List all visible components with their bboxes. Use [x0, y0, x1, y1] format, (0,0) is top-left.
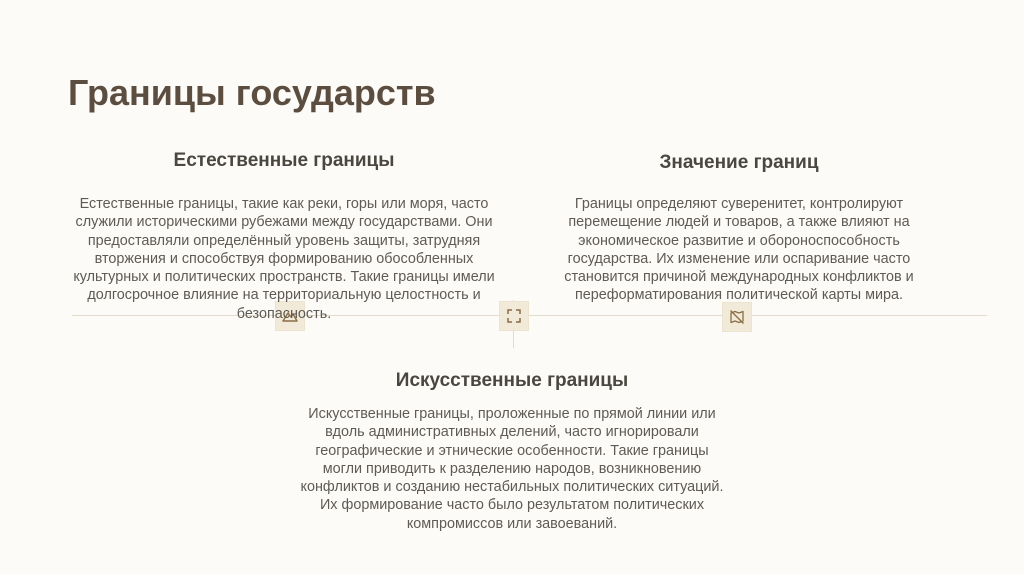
map-crossed-icon — [729, 309, 745, 325]
natural-borders-heading: Естественные границы — [173, 150, 395, 171]
artificial-borders-heading: Искусственные границы — [395, 370, 629, 391]
significance-marker — [722, 302, 752, 332]
natural-borders-text: Естественные границы, такие как реки, горы или моря, часто служили историческими рубежами между государствами. Они предоставляли определённый уровень защиты, затрудняя вторжения и способствуя формированию обособленных культурных и политических пространств. Такие границы имели долгосрочное влияние на территориальную целостность и безопасность. — [73, 196, 495, 322]
significance-text: Границы определяют суверенитет, контролируют перемещение людей и товаров, а также влияют на экономическое развитие и обороноспособность государства. Их изменение или оспаривание часто становится причиной международных конфликтов и переформатирования политической карты мира. — [564, 196, 914, 304]
frame-corners-icon — [506, 308, 522, 324]
artificial-borders-text: Искусственные границы, проложенные по прямой линии или вдоль административных делений, часто игнорировали географические и этнические особенности. Такие границы могли приводить к разделению народов, возникновению конфликтов и созданию нестабильных политических ситуаций. Их формирование часто было результатом политических компромиссов или завоеваний. — [300, 406, 724, 532]
artificial-borders-marker — [499, 301, 529, 331]
significance-heading: Значение границ — [659, 152, 819, 173]
slide-title: Границы государств — [68, 72, 436, 113]
